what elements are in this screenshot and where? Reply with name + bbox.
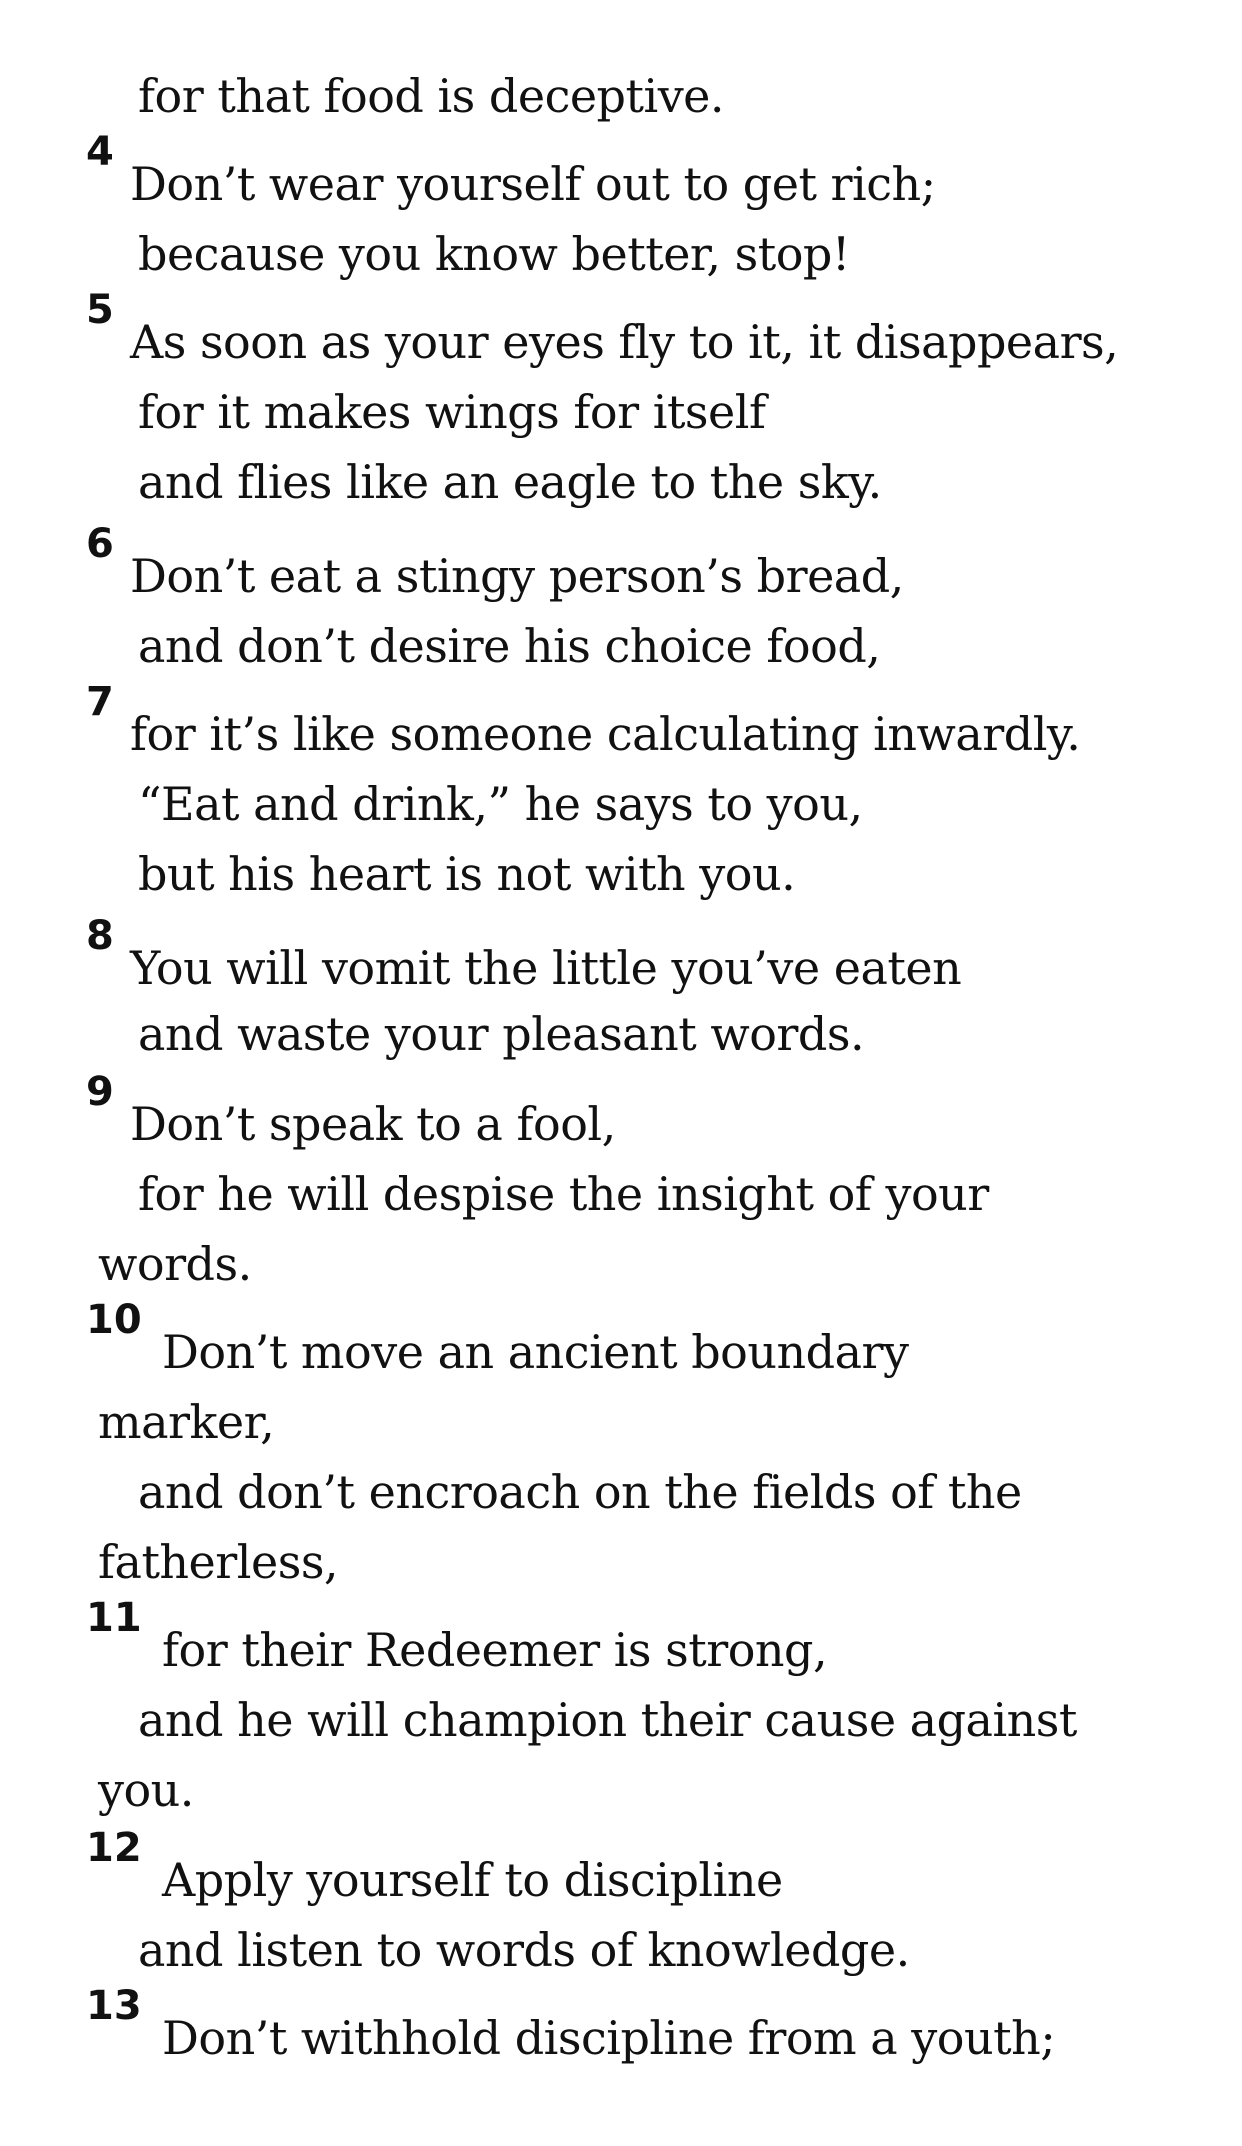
- verse-line: but his heart is not with you.: [138, 847, 796, 901]
- verse-line: Don’t withhold discipline from a youth;: [162, 2011, 1056, 2065]
- verse-line: and he will champion their cause against: [138, 1693, 1077, 1747]
- verse-line: for that food is deceptive.: [138, 69, 725, 123]
- verse-line: words.: [98, 1237, 252, 1291]
- verse-number: 12: [86, 1825, 142, 1871]
- verse-line: Don’t speak to a fool,: [130, 1097, 616, 1151]
- verse-line: and don’t desire his choice food,: [138, 619, 881, 673]
- verse-line: Apply yourself to discipline: [162, 1853, 783, 1907]
- verse-number: 8: [86, 913, 114, 959]
- verse-number: 9: [86, 1069, 114, 1115]
- verse-number: 4: [86, 129, 114, 175]
- verse-line: you.: [98, 1763, 194, 1817]
- verse-line: and listen to words of knowledge.: [138, 1923, 910, 1977]
- verse-line: Don’t wear yourself out to get rich;: [130, 157, 936, 211]
- verse-line: and don’t encroach on the fields of the: [138, 1465, 1022, 1519]
- verse-line: Don’t eat a stingy person’s bread,: [130, 549, 904, 603]
- verse-line: because you know better, stop!: [138, 227, 850, 281]
- verse-number: 10: [86, 1297, 142, 1343]
- verse-number: 13: [86, 1983, 142, 2029]
- verse-line: You will vomit the little you’ve eaten: [130, 941, 962, 995]
- verse-line: “Eat and drink,” he says to you,: [138, 777, 863, 831]
- verse-line: and flies like an eagle to the sky.: [138, 455, 882, 509]
- verse-number: 5: [86, 287, 114, 333]
- verse-line: for it makes wings for itself: [138, 385, 766, 439]
- verse-number: 11: [86, 1595, 142, 1641]
- verse-line: As soon as your eyes fly to it, it disappears,: [130, 315, 1119, 369]
- verse-line: for he will despise the insight of your: [138, 1167, 989, 1221]
- verse-line: Don’t move an ancient boundary: [162, 1325, 909, 1379]
- verse-number: 6: [86, 521, 114, 567]
- verse-line: and waste your pleasant words.: [138, 1007, 865, 1061]
- verse-line: marker,: [98, 1395, 275, 1449]
- verse-line: for it’s like someone calculating inwardly.: [130, 707, 1081, 761]
- verse-number: 7: [86, 679, 114, 725]
- verse-line: fatherless,: [98, 1535, 339, 1589]
- verse-line: for their Redeemer is strong,: [162, 1623, 828, 1677]
